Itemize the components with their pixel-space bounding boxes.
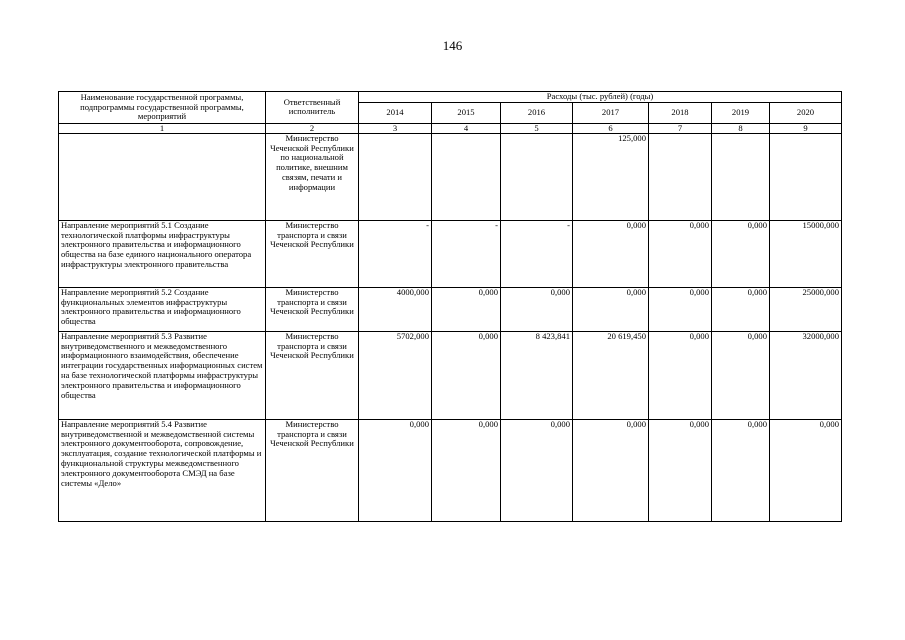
- header-row: [59, 92, 842, 103]
- row-value: 0,000: [432, 331, 501, 419]
- column-number: 1: [59, 123, 266, 133]
- row-value: 8 423,841: [501, 331, 573, 419]
- year-header: 2018: [649, 102, 712, 123]
- row-executor: Министерство транспорта и связи Чеченской Республики: [266, 287, 359, 331]
- row-value: [649, 133, 712, 220]
- row-value: 32000,000: [770, 331, 842, 419]
- row-value: 5702,000: [359, 331, 432, 419]
- row-value: 0,000: [432, 287, 501, 331]
- row-value: 0,000: [573, 220, 649, 287]
- year-header: 2014: [359, 102, 432, 123]
- year-header: 2017: [573, 102, 649, 123]
- row-name: [59, 133, 266, 220]
- row-value: 0,000: [712, 220, 770, 287]
- row-value: 0,000: [573, 287, 649, 331]
- header-expenses: Расходы (тыс. рублей) (годы): [359, 92, 842, 103]
- year-header: 2015: [432, 102, 501, 123]
- row-executor: Министерство Чеченской Республики по национальной политике, внешним связям, печати и информации: [266, 133, 359, 220]
- row-value: -: [432, 220, 501, 287]
- table-row: [59, 220, 842, 287]
- row-value: 0,000: [501, 287, 573, 331]
- header-name: Наименование государственной программы, подпрограммы государственной программы, мероприятий: [59, 92, 266, 124]
- row-value: 20 619,450: [573, 331, 649, 419]
- table-row: [59, 419, 842, 521]
- column-number-row: [59, 123, 842, 133]
- row-value: [501, 133, 573, 220]
- table-row: [59, 287, 842, 331]
- row-name: Направление мероприятий 5.1 Создание технологической платформы инфраструктуры электронного правительства и информационного общества на базе единого национального оператора инфраструктуры электронного правительства: [59, 220, 266, 287]
- row-executor: Министерство транспорта и связи Чеченской Республики: [266, 220, 359, 287]
- column-number: 4: [432, 123, 501, 133]
- row-value: 25000,000: [770, 287, 842, 331]
- column-number: 6: [573, 123, 649, 133]
- row-name: Направление мероприятий 5.4 Развитие внутриведомственной и межведомственной системы электронного документооборота, сопровождение, эксплуатация, создание технологической платформы и функциональной структуры межведомственного электронного документооборота СМЭД на базе системы «Дело»: [59, 419, 266, 521]
- row-value: 0,000: [649, 220, 712, 287]
- year-header: 2016: [501, 102, 573, 123]
- column-number: 7: [649, 123, 712, 133]
- row-name: Направление мероприятий 5.3 Развитие внутриведомственного и межведомственного информационного взаимодействия, обеспечение интеграции государственных информационных систем на базе технологической платформы инфраструктуры электронного правительства и информационного общества: [59, 331, 266, 419]
- page-number: 146: [442, 38, 463, 53]
- row-value: -: [501, 220, 573, 287]
- row-value: 0,000: [501, 419, 573, 521]
- year-header: 2019: [712, 102, 770, 123]
- row-value: [359, 133, 432, 220]
- row-value: [432, 133, 501, 220]
- row-executor: Министерство транспорта и связи Чеченской Республики: [266, 419, 359, 521]
- row-value: 0,000: [712, 331, 770, 419]
- row-value: 4000,000: [359, 287, 432, 331]
- row-value: 0,000: [649, 287, 712, 331]
- row-name: Направление мероприятий 5.2 Создание функциональных элементов инфраструктуры электронного правительства и информационного общества: [59, 287, 266, 331]
- row-value: 0,000: [649, 331, 712, 419]
- column-number: 9: [770, 123, 842, 133]
- row-value: 0,000: [712, 419, 770, 521]
- budget-table: [58, 91, 842, 522]
- column-number: 3: [359, 123, 432, 133]
- row-value: 0,000: [649, 419, 712, 521]
- row-value: 0,000: [770, 419, 842, 521]
- row-value: 0,000: [432, 419, 501, 521]
- table-row: [59, 133, 842, 220]
- row-value: 0,000: [712, 287, 770, 331]
- row-value: 15000,000: [770, 220, 842, 287]
- row-executor: Министерство транспорта и связи Чеченской Республики: [266, 331, 359, 419]
- row-value: [770, 133, 842, 220]
- row-value: [712, 133, 770, 220]
- row-value: -: [359, 220, 432, 287]
- year-header: 2020: [770, 102, 842, 123]
- column-number: 8: [712, 123, 770, 133]
- header-executor: Ответственный исполнитель: [266, 92, 359, 124]
- row-value: 125,000: [573, 133, 649, 220]
- table-row: [59, 331, 842, 419]
- column-number: 5: [501, 123, 573, 133]
- row-value: 0,000: [359, 419, 432, 521]
- column-number: 2: [266, 123, 359, 133]
- row-value: 0,000: [573, 419, 649, 521]
